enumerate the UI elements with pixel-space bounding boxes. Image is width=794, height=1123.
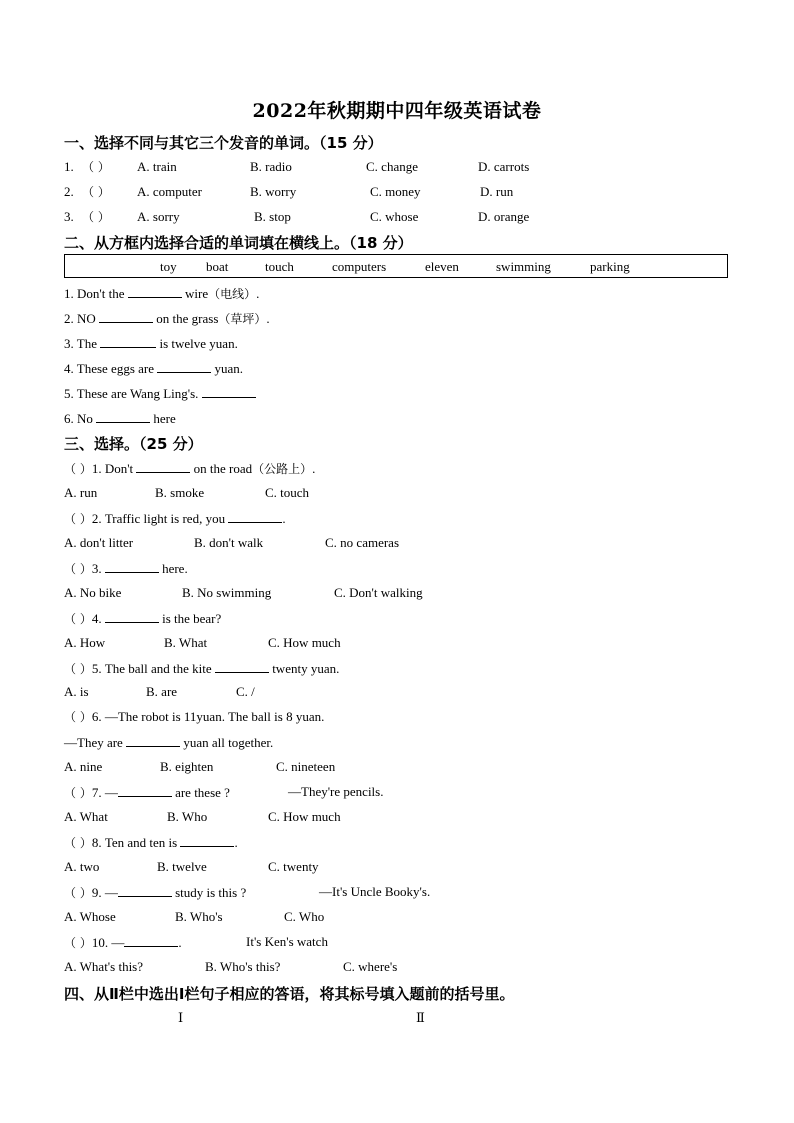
option-d: D. run [480, 184, 514, 199]
fill-item [64, 310, 270, 327]
question-10 [64, 934, 182, 951]
fill-text: . [266, 311, 270, 326]
answer-paren: （ ） [64, 836, 92, 850]
option-b: B. are [146, 684, 178, 699]
question-text: are these ? [171, 785, 230, 800]
option-a: A. train [137, 159, 177, 174]
question-4 [64, 610, 221, 627]
answer-blank[interactable] [215, 660, 269, 673]
item-number: 1. [64, 159, 74, 174]
answer-blank[interactable] [136, 460, 190, 473]
answer-blank[interactable] [228, 510, 282, 523]
option-a: A. What's this? [64, 959, 144, 974]
fill-text: 1. Don't the [64, 286, 125, 301]
answer-blank[interactable] [105, 560, 159, 573]
chinese-hint: （草坪） [218, 312, 267, 326]
fill-text: 5. These are Wang Ling's. [64, 386, 199, 401]
word-bank-word: touch [265, 259, 294, 274]
fill-item [64, 360, 243, 377]
column-two-header: Ⅱ [416, 1010, 425, 1025]
fill-item [64, 385, 256, 402]
answer-paren: （ ） [64, 612, 92, 626]
answer-blank[interactable] [99, 310, 153, 323]
answer-blank[interactable] [202, 385, 256, 398]
answer-paren: （ ） [82, 185, 110, 199]
option-c: C. Don't walking [334, 585, 423, 600]
question-text: —They are [64, 735, 123, 750]
option-d: D. orange [478, 209, 530, 224]
answer-blank[interactable] [124, 934, 178, 947]
question-7 [64, 784, 230, 801]
option-c: C. touch [265, 485, 310, 500]
question-text: here. [158, 561, 188, 576]
reply-text: —It's Uncle Booky's. [319, 884, 431, 899]
question-text: 5. The ball and the kite [91, 661, 212, 676]
question-9 [64, 884, 246, 901]
option-b: B. radio [250, 159, 292, 174]
answer-paren: （ ） [64, 786, 92, 800]
fill-text: yuan. [211, 361, 244, 376]
option-a: A. two [64, 859, 100, 874]
answer-blank[interactable] [118, 884, 172, 897]
question-text: study is this ? [171, 885, 247, 900]
word-bank-word: swimming [496, 259, 551, 274]
word-bank-box [64, 254, 728, 278]
option-a: A. run [64, 485, 98, 500]
answer-paren: （ ） [64, 886, 92, 900]
option-a: A. Whose [64, 909, 116, 924]
fill-item [64, 285, 259, 302]
question-text: . [178, 935, 182, 950]
fill-text: . [256, 286, 260, 301]
option-b: B. worry [250, 184, 297, 199]
option-a: A. don't litter [64, 535, 134, 550]
question-text: yuan all together. [180, 735, 274, 750]
fill-text: on the grass [153, 311, 219, 326]
question-text: 9. — [91, 885, 118, 900]
question-2 [64, 510, 286, 527]
option-b: B. Who's [175, 909, 223, 924]
question-1 [64, 460, 315, 477]
option-b: B. stop [254, 209, 291, 224]
option-a: A. nine [64, 759, 103, 774]
question-text: 4. [91, 611, 102, 626]
answer-paren: （ ） [64, 936, 92, 950]
answer-blank[interactable] [100, 335, 156, 348]
question-6 [64, 709, 324, 725]
chinese-hint: （电线） [208, 287, 257, 301]
answer-blank[interactable] [157, 360, 211, 373]
question-6-line2 [64, 734, 273, 751]
word-bank-word: eleven [425, 259, 459, 274]
option-c: C. where's [343, 959, 398, 974]
section2-heading: 二、从方框内选择合适的单词填在横线上。（18 分） [64, 234, 413, 252]
chinese-hint: （公路上） [252, 462, 313, 476]
answer-blank[interactable] [105, 610, 159, 623]
option-a: A. No bike [64, 585, 122, 600]
option-c: C. money [370, 184, 421, 199]
answer-paren: （ ） [64, 562, 92, 576]
option-c: C. change [366, 159, 418, 174]
answer-paren: （ ） [82, 160, 110, 174]
option-c: C. twenty [268, 859, 319, 874]
option-c: C. How much [268, 809, 341, 824]
question-3 [64, 560, 188, 577]
option-c: C. nineteen [276, 759, 336, 774]
section3-heading: 三、选择。（25 分） [64, 435, 203, 453]
answer-paren: （ ） [82, 210, 110, 224]
question-text: 10. — [91, 935, 125, 950]
option-b: B. eighten [160, 759, 214, 774]
option-c: C. Who [284, 909, 325, 924]
reply-text: —They're pencils. [288, 784, 384, 799]
question-text: is the bear? [158, 611, 222, 626]
question-text: . [234, 835, 238, 850]
option-a: A. How [64, 635, 106, 650]
option-a: A. is [64, 684, 89, 699]
option-a: A. What [64, 809, 108, 824]
option-b: B. No swimming [182, 585, 272, 600]
question-text: . [312, 461, 316, 476]
answer-blank[interactable] [126, 734, 180, 747]
answer-paren: （ ） [64, 662, 92, 676]
word-bank-word: computers [332, 259, 387, 274]
fill-item [64, 335, 238, 352]
question-5 [64, 660, 339, 677]
option-a: A. computer [137, 184, 202, 199]
item-number: 3. [64, 209, 74, 224]
fill-text: 6. No [64, 411, 93, 426]
fill-text: 2. NO [64, 311, 96, 326]
option-c: C. no cameras [325, 535, 400, 550]
answer-paren: （ ） [64, 462, 92, 476]
reply-text: It's Ken's watch [246, 934, 328, 949]
option-b: B. Who's this? [205, 959, 281, 974]
option-c: C. whose [370, 209, 419, 224]
fill-text: wire [181, 286, 209, 301]
column-one-header: Ⅰ [178, 1010, 184, 1025]
fill-text: 3. The [64, 336, 97, 351]
question-text: 1. Don't [91, 461, 134, 476]
question-text: . [282, 511, 286, 526]
question-text: 6. —The robot is 11yuan. The ball is 8 yuan. [91, 709, 325, 724]
page-title: 2022年秋期期中四年级英语试卷 [252, 100, 542, 122]
question-text: 8. Ten and ten is [91, 835, 178, 850]
question-text: twenty yuan. [268, 661, 340, 676]
option-c: C. / [236, 684, 255, 699]
question-text: 3. [91, 561, 102, 576]
option-b: B. What [164, 635, 208, 650]
answer-paren: （ ） [64, 512, 92, 526]
fill-item [64, 410, 176, 427]
option-b: B. don't walk [194, 535, 264, 550]
section1-heading: 一、选择不同与其它三个发音的单词。（15 分） [64, 134, 383, 152]
question-text: 2. Traffic light is red, you [91, 511, 226, 526]
answer-blank[interactable] [128, 285, 182, 298]
fill-text: here [150, 411, 176, 426]
fill-text: 4. These eggs are [64, 361, 155, 376]
option-d: D. carrots [478, 159, 530, 174]
question-text: on the road [190, 461, 253, 476]
question-8 [64, 834, 238, 851]
word-bank-word: boat [206, 259, 229, 274]
fill-text: is twelve yuan. [156, 336, 238, 351]
option-b: B. Who [167, 809, 208, 824]
answer-blank[interactable] [118, 784, 172, 797]
option-b: B. twelve [157, 859, 207, 874]
answer-paren: （ ） [64, 710, 92, 724]
option-b: B. smoke [155, 485, 205, 500]
question-text: 7. — [91, 785, 118, 800]
item-number: 2. [64, 184, 74, 199]
section4-heading: 四、从Ⅱ栏中选出Ⅰ栏句子相应的答语，将其标号填入题前的括号里。 [64, 985, 515, 1003]
word-bank-word: parking [590, 259, 630, 274]
answer-blank[interactable] [96, 410, 150, 423]
answer-blank[interactable] [180, 834, 234, 847]
option-c: C. How much [268, 635, 341, 650]
word-bank-word: toy [160, 259, 177, 274]
option-a: A. sorry [137, 209, 180, 224]
